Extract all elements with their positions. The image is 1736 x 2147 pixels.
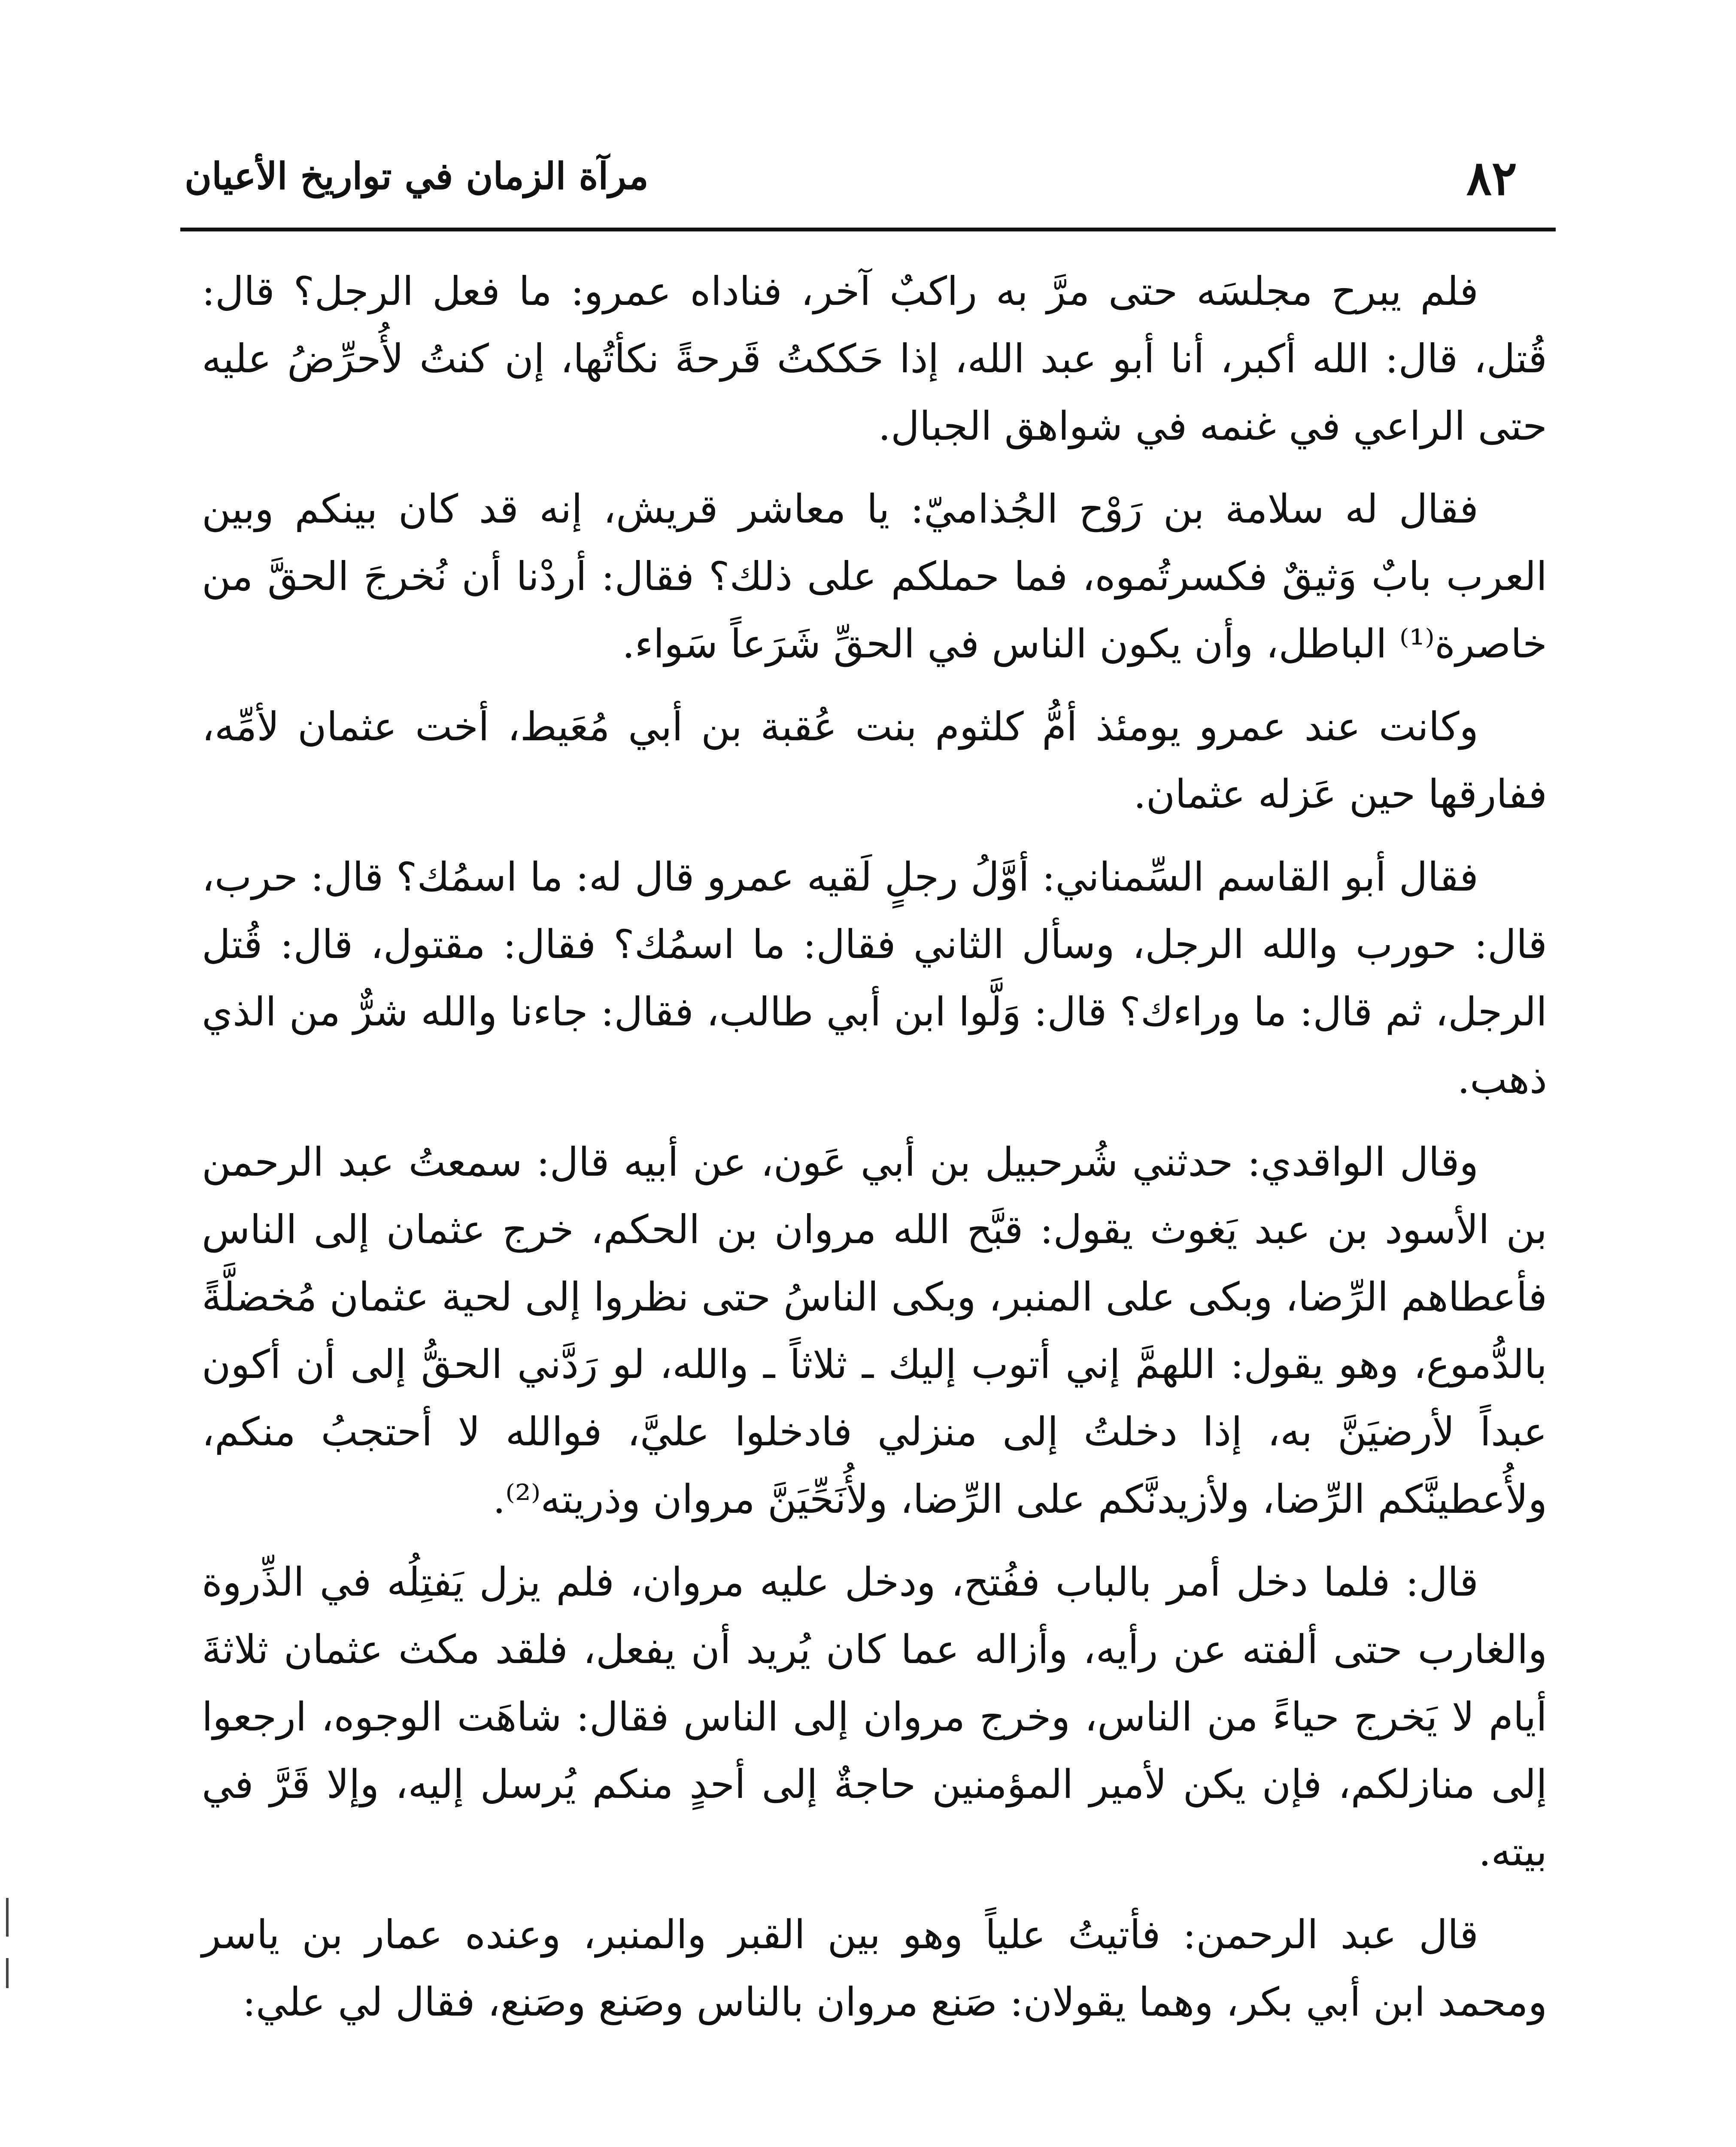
paragraph-7: قال عبد الرحمن: فأتيتُ علياً وهو بين القبر والمنبر، وعنده عمار بن ياسر ومحمد ابن أبي بكر، وهما يقولان: صَنع مروان بالناس وصَنع وصَنع، فقال لي علي: <box>202 1912 1547 2025</box>
paragraph-1: فلم يبرح مجلسَه حتى مرَّ به راكبٌ آخر، فناداه عمرو: ما فعل الرجل؟ قال: قُتل، قال: الله أكبر، أنا أبو عبد الله، إذا حَككتُ قَرحةً نكأتُها، إن كنتُ لأُحرِّضُ عليه حتى الراعي في غنمه في شواهق الجبال. <box>202 268 1547 449</box>
paragraph-6: قال: فلما دخل أمر بالباب ففُتح، ودخل عليه مروان، فلم يزل يَفتِلُه في الذِّروة والغارب حتى ألفته عن رأيه، وأزاله عما كان يُريد أن يفعل، فلقد مكث عثمان ثلاثةَ أيام لا يَخرج حياءً من الناس، وخرج مروان إلى الناس فقال: شاهَت الوجوه، ارجعوا إلى منازلكم، فإن يكن لأمير المؤمنين حاجةٌ إلى أحدٍ منكم يُرسل إليه، وإلا قَرَّ في بيته. <box>202 1559 1547 1875</box>
body-text <box>202 258 1547 2051</box>
page-header <box>180 142 1556 228</box>
page-number: ٨٢ <box>1466 150 1517 206</box>
book-title: مرآة الزمان في تواريخ الأعيان <box>185 155 649 198</box>
scan-edge-mark <box>6 1898 9 1937</box>
header-rule <box>180 228 1556 231</box>
paragraph-2: فقال له سلامة بن رَوْح الجُذاميّ: يا معاشر قريش، إنه قد كان بينكم وبين العرب بابٌ وَثيقٌ فكسرتُموه، فما حملكم على ذلك؟ فقال: أردْنا أن نُخرجَ الحقَّ من خاصرة⁽¹⁾ الباطل، وأن يكون الناس في الحقِّ شَرَعاً سَواء. <box>202 486 1547 667</box>
paragraph-5: وقال الواقدي: حدثني شُرحبيل بن أبي عَون، عن أبيه قال: سمعتُ عبد الرحمن بن الأسود بن عبد يَغوث يقول: قبَّح الله مروان بن الحكم، خرج عثمان إلى الناس فأعطاهم الرِّضا، وبكى على المنبر، وبكى الناسُ حتى نظروا إلى لحية عثمان مُخضلَّةً بالدُّموع، وهو يقول: اللهمَّ إني أتوب إليك ـ ثلاثاً ـ والله، لو رَدَّني الحقُّ إلى أن أكون عبداً لأرضيَنَّ به، إذا دخلتُ إلى منزلي فادخلوا عليَّ، فوالله لا أحتجبُ منكم، ولأُعطينَّكم الرِّضا، ولأزيدنَّكم على الرِّضا، ولأُنَحِّيَنَّ مروان وذريته⁽²⁾. <box>202 1139 1547 1522</box>
paragraph-3: وكانت عند عمرو يومئذ أمُّ كلثوم بنت عُقبة بن أبي مُعَيط، أخت عثمان لأمِّه، ففارقها حين عَزله عثمان. <box>202 704 1547 817</box>
paragraph-4: فقال أبو القاسم السِّمناني: أوَّلُ رجلٍ لَقيه عمرو قال له: ما اسمُك؟ قال: حرب، قال: حورب والله الرجل، وسأل الثاني فقال: ما اسمُك؟ فقال: مقتول، قال: قُتل الرجل، ثم قال: ما وراءك؟ قال: وَلَّوا ابن أبي طالب، فقال: جاءنا والله شرٌّ من الذي ذهب. <box>202 854 1547 1102</box>
scan-edge-mark <box>6 1958 9 1988</box>
